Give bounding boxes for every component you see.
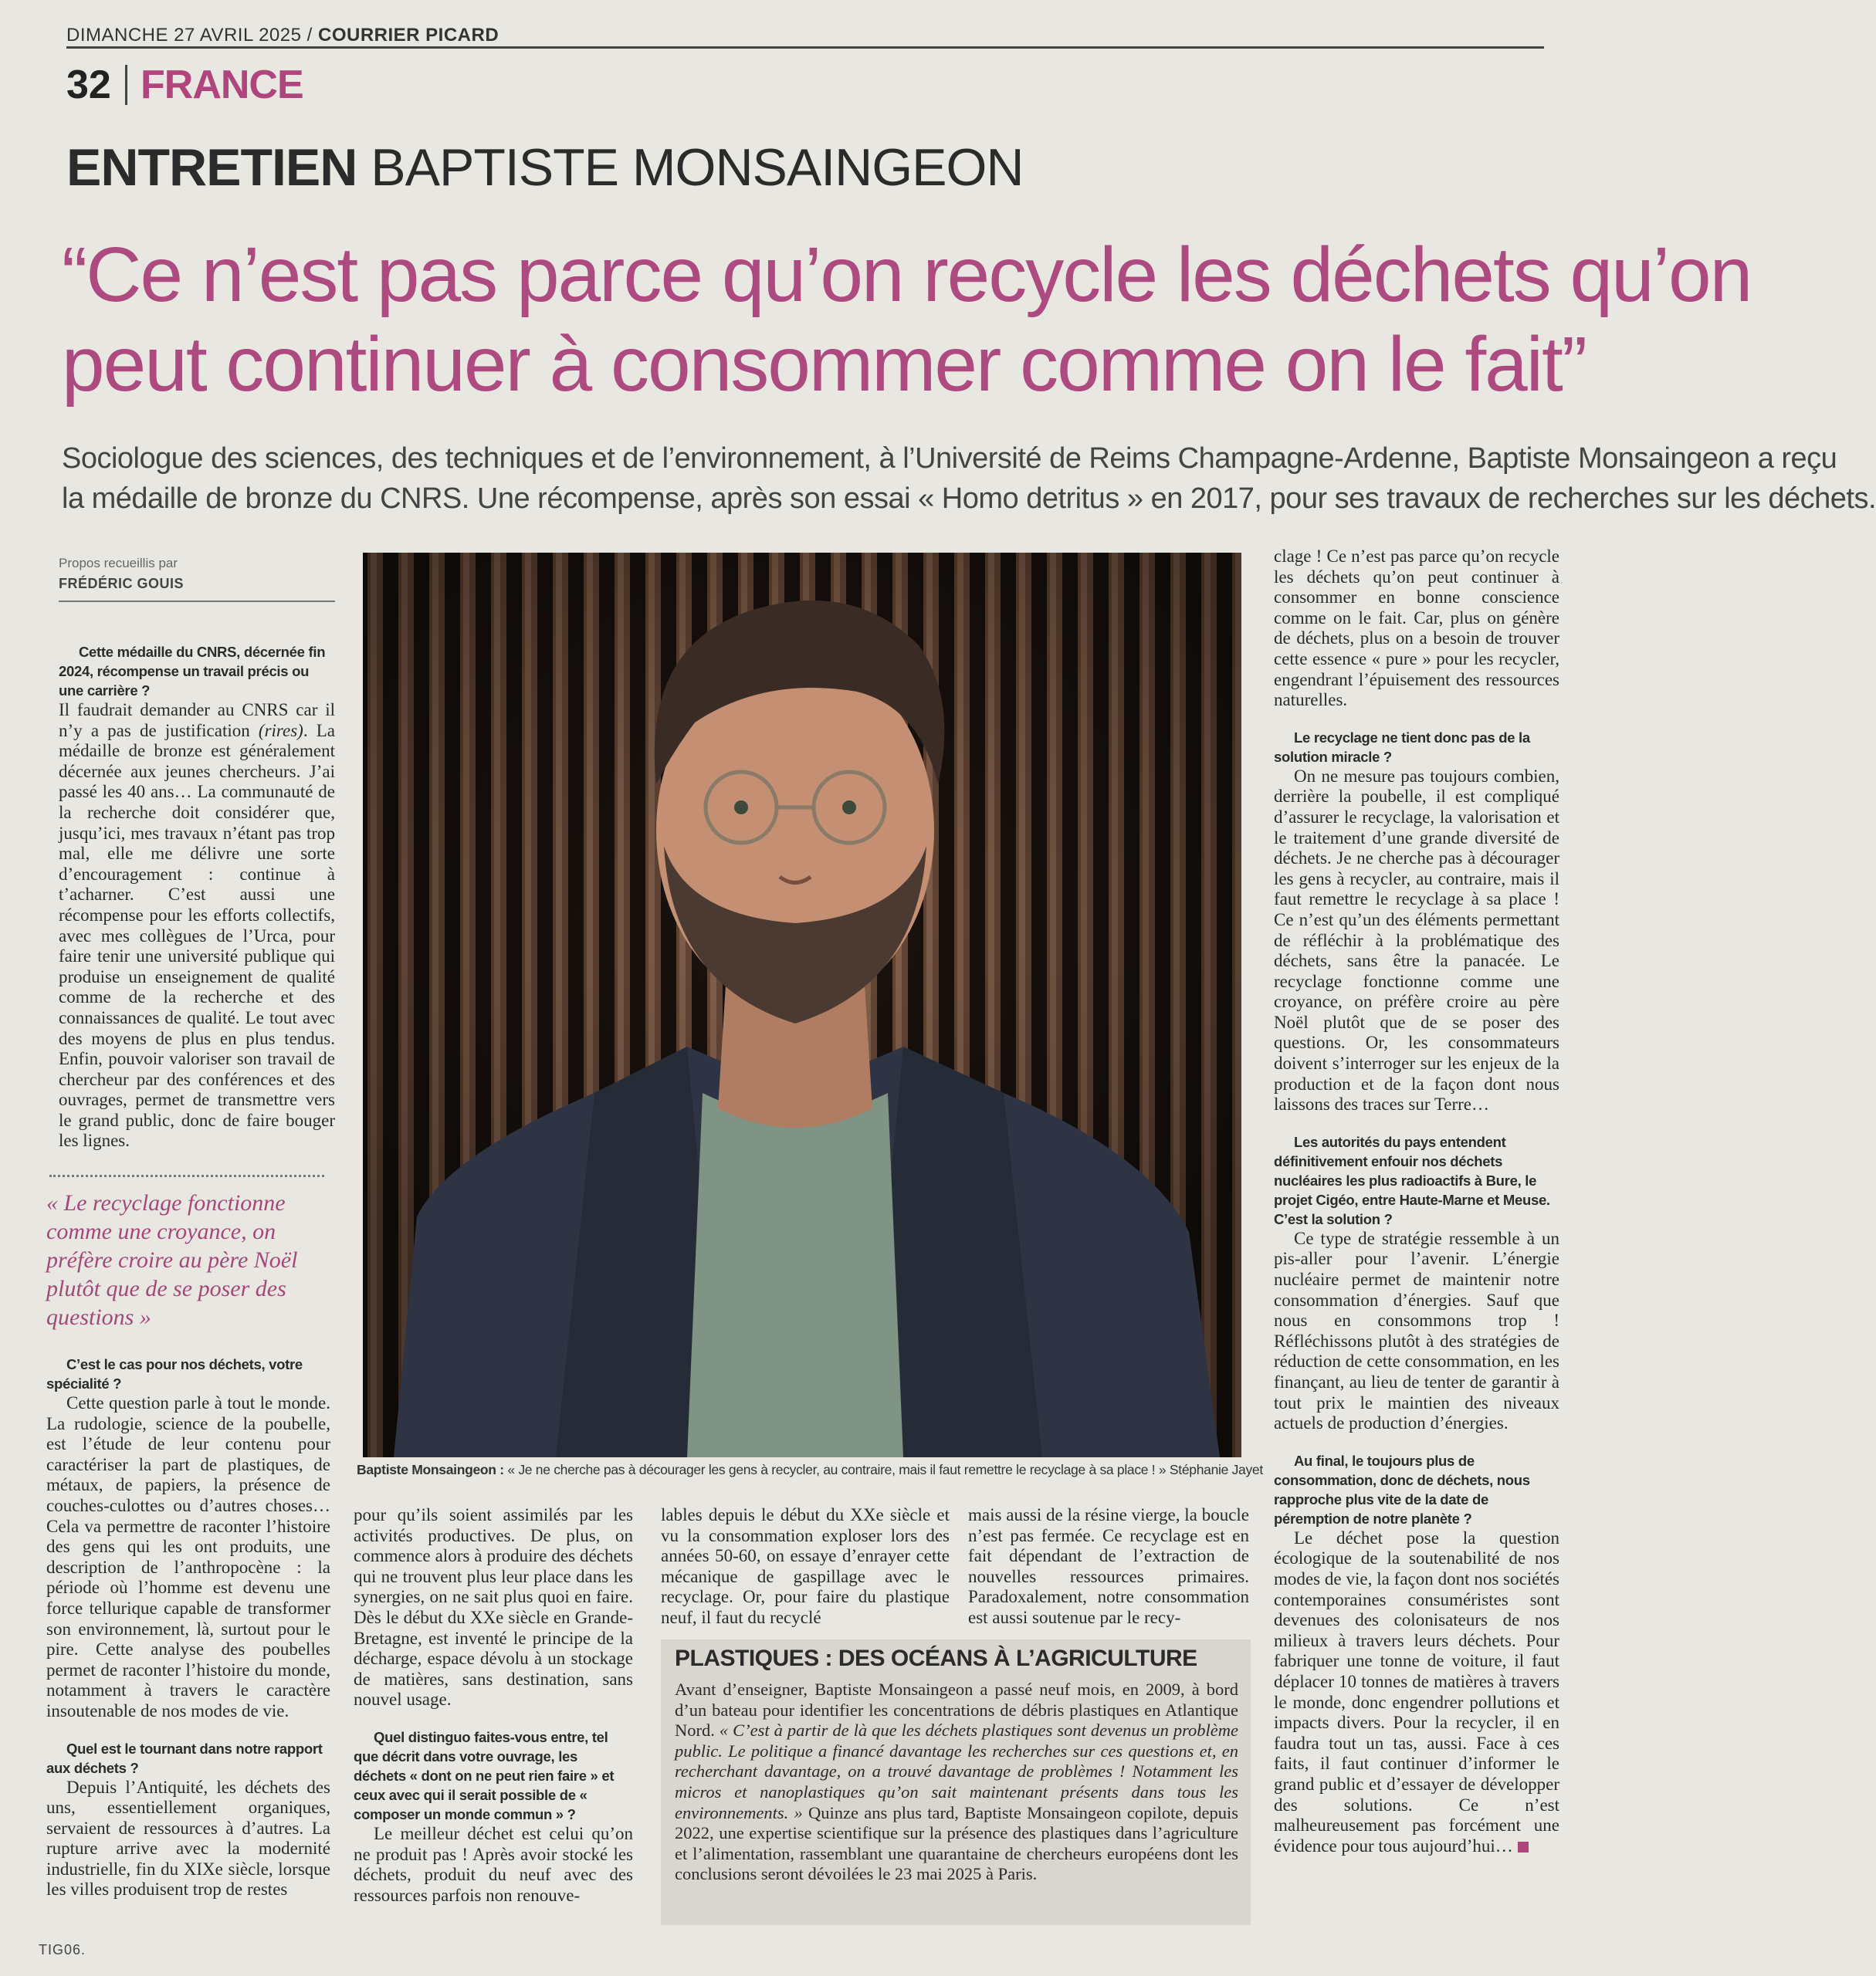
sidebar-box-body bbox=[675, 1680, 1238, 1885]
portrait-illustration bbox=[363, 553, 1241, 1457]
answer-1-aside: (rires) bbox=[258, 720, 303, 740]
sidebar-box-title: PLASTIQUES : DES OCÉANS À L’AGRICULTURE bbox=[675, 1646, 1197, 1671]
answer-5: On ne mesure pas toujours combien, derrière la poubelle, il est compliqué d’assurer le recyclage, la valorisation et le traitement d’une grande diversité de déchets. Je ne cherche pas à décourager les gens à recycler, au contraire, mais il faut remettre le recyclage à sa place ! Ce n’est qu’un des éléments permettant de réfléchir à la problématique des déchets, sans être la panacée. Le recyclage fonctionne comme une croyance, on préfère croire au père Noël plutôt que de se poser des questions. Or, les consommateurs doivent s’interroger sur les enjeux de la production et de la façon dont nous laissons des traces sur Terre… bbox=[1274, 766, 1559, 1115]
column-1-lower bbox=[46, 1355, 330, 1900]
pull-quote-rule bbox=[49, 1175, 324, 1177]
question-3: Quel est le tournant dans notre rapport aux déchets ? bbox=[46, 1740, 323, 1776]
answer-7-text: Le déchet pose la question écologique de la soutenabilité de nos modes de vie, la façon dont nos sociétés contemporaines consuméristes sont devenues des colonisateurs de nos milieux à travers leurs déchets. Pour fabriquer une tonne de voiture, il faut déplacer 10 tonnes de matières à travers le monde, donc engendrer pollutions et impacts divers. Pour la recycler, il en faudra tout un tas, aussi. Face à ces faits, il faut continuer d’informer le grand public et d’essayer de développer des solutions. Ce n’est malheureusement pas forcément une évidence pour tous aujourd’hui… bbox=[1274, 1528, 1559, 1856]
pull-quote: « Le recyclage fonctionne comme une croyance, on préfère croire au père Noël plutôt que de se poser des questions » bbox=[46, 1190, 298, 1330]
column-1 bbox=[59, 642, 335, 1152]
answer-3-continued: pour qu’ils soient assimilés par les activités productives. De plus, on commence alors à produire des déchets qui ne trouvent plus leur place dans les synergies, on ne sait plus quoi en faire. Dès le début du XXe siècle en Grande-Bretagne, est inventé le principe de la décharge, espace dévolu à un stockage de matières, sans destination, sans nouvel usage. bbox=[354, 1505, 633, 1710]
answer-2: Cette question parle à tout le monde. La rudologie, science de la poubelle, est l’étude de leur contenu pour caractériser la part de plastiques, de métaux, de papiers, la présence de couches-culottes ou d’autres choses… Cela va permettre de raconter l’histoire des gens qui les ont produits, une description de l’anthropocène : la période où l’homme est devenu une force tellurique capable de transformer son environnement, là, surtout pour le pire. Cette analyse des poubelles permet de raconter l’histoire du monde, notamment à travers le caractère insoutenable de nos modes de vie. bbox=[46, 1393, 330, 1721]
box-outro: Quinze ans plus tard, Baptiste Monsaingeon copilote, depuis 2022, une expertise scientifique sur la présence des plastiques dans l’agriculture et l’alimentation, rassemblant une quarantaine de chercheurs européens dont les conclusions seront dévoilées le 23 mai 2025 à Paris. bbox=[675, 1802, 1239, 1884]
question-2: C’est le cas pour nos déchets, votre spécialité ? bbox=[46, 1356, 303, 1392]
headline bbox=[62, 230, 1752, 409]
byline-prefix: Propos recueillis par bbox=[59, 556, 178, 570]
footer-code: TIG06. bbox=[39, 1942, 86, 1957]
page-number: 32 bbox=[66, 63, 111, 107]
kicker bbox=[66, 137, 1024, 198]
page-number-separator bbox=[125, 65, 127, 105]
box-intro: Avant d’enseigner, Baptiste Monsaingeon a passé neuf mois, en 2009, à bord d’un bateau pour identifier les concentrations de débris plastiques en Atlantique Nord. bbox=[675, 1680, 1238, 1741]
question-6: Les autorités du pays entendent définitivement enfouir nos déchets nucléaires les plus radioactifs à Bure, le projet Cigéo, entre Haute-Marne et Meuse. C’est la solution ? bbox=[1274, 1133, 1550, 1227]
answer-7 bbox=[1274, 1528, 1559, 1857]
top-rule bbox=[66, 46, 1544, 49]
lede-line-1: Sociologue des sciences, des techniques et de l’environnement, à l’Université de Reims Champagne-Ardenne, Baptiste Monsaingeon a reçu bbox=[62, 442, 1837, 475]
answer-4-continued-b: mais aussi de la résine vierge, la boucle n’est pas fermée. Ce recyclage est en fait dépendant de l’extraction de nouvelles ressources primaires. Paradoxalement, notre consommation est aussi soutenue par le recy- bbox=[968, 1505, 1249, 1627]
section-name: FRANCE bbox=[141, 63, 303, 107]
box-quote: « C’est à partir de là que les déchets plastiques sont devenus un problème public. Le politique a financé davantage les recherches sur ces questions et, en recherchant davantage, on a trouvé davantage de problèmes ! Notamment les micros et nanoplastiques qu’on sait maintenant présents dans tous les environnements. » bbox=[675, 1721, 1238, 1822]
date: DIMANCHE 27 AVRIL 2025 bbox=[66, 25, 302, 46]
kicker-name: BAPTISTE MONSAINGEON bbox=[371, 138, 1024, 197]
answer-1-text-a: Il faudrait demander au CNRS car il n’y a pas de justification bbox=[59, 700, 335, 740]
column-3 bbox=[661, 1505, 950, 1629]
end-mark-icon bbox=[1518, 1842, 1529, 1852]
answer-1 bbox=[59, 700, 335, 1152]
portrait-photo bbox=[363, 553, 1241, 1457]
question-4: Quel distinguo faites-vous entre, tel que décrit dans votre ouvrage, les déchets « dont on ne peut rien faire » et ceux avec qui il serait possible de « composer un monde commun » ? bbox=[354, 1728, 615, 1822]
answer-4-continued-a: lables depuis le début du XXe siècle et vu la consommation exploser lors des années 50-60, on essaye d’enrayer cette mécanique de gaspillage avec le recyclage. Or, pour faire du plastique neuf, il faut du recyclé bbox=[661, 1505, 950, 1627]
headline-line-2: peut continuer à consommer comme on le fait” bbox=[62, 321, 1586, 408]
kicker-label: ENTRETIEN bbox=[66, 138, 357, 197]
answer-1-text-b: . La médaille de bronze est généralement décernée aux jeunes chercheurs. J’ai passé les 40 ans… La communauté de la recherche doit considérer que, jusqu’ici, mes travaux n’étant pas trop mal, elle me délivre une sorte d’encouragement : continue à t’acharner. C’est aussi une récompense pour les efforts collectifs, avec mes collègues de l’Urca, pour faire tenir une université publique qui produise un enseignement de qualité comme de la recherche et des connaissances de qualité. Le tout avec des moyens de plus en plus tendus. Enfin, pouvoir valoriser son travail de chercheur par des conférences et des ouvrages, permet de transmettre vers le grand public, donc de faire bouger les lignes. bbox=[59, 720, 335, 1151]
column-2 bbox=[354, 1505, 633, 1906]
newspaper-name: COURRIER PICARD bbox=[317, 25, 499, 46]
photo-caption bbox=[357, 1462, 1263, 1478]
question-5: Le recyclage ne tient donc pas de la solution miracle ? bbox=[1274, 729, 1530, 765]
caption-quote: « Je ne cherche pas à décourager les gens à recycler, au contraire, mais il faut remettre le recyclage à sa place ! » bbox=[503, 1462, 1170, 1477]
question-1: Cette médaille du CNRS, décernée fin 2024, récompense un travail précis ou une carrière ? bbox=[59, 644, 326, 699]
headline-line-1: “Ce n’est pas parce qu’on recycle les déchets qu’on bbox=[62, 232, 1752, 318]
byline-author: FRÉDÉRIC GOUIS bbox=[59, 576, 185, 591]
photo-credit: Stéphanie Jayet bbox=[1169, 1462, 1263, 1477]
column-right bbox=[1274, 546, 1559, 1856]
column-4 bbox=[968, 1505, 1249, 1629]
caption-name: Baptiste Monsaingeon : bbox=[357, 1462, 504, 1477]
answer-4: Le meilleur déchet est celui qu’on ne produit pas ! Après avoir stocké les déchets, produit du neuf avec des ressources parfois non renouve- bbox=[354, 1823, 633, 1905]
lede-line-2: la médaille de bronze du CNRS. Une récompense, après son essai « Homo detritus » en 2017, pour ses travaux de recherches sur les déchets. bbox=[62, 482, 1876, 515]
lede bbox=[62, 438, 1876, 519]
answer-6: Ce type de stratégie ressemble à un pis-aller pour l’avenir. L’énergie nucléaire permet de maintenir notre consommation d’énergies. Sauf que nous en consommons trop ! Réfléchissons plutôt à des stratégies de réduction de cette consommation, en les finançant, au lieu de tenter de garantir à tout prix le maintien des niveaux actuels de production d’énergies. bbox=[1274, 1228, 1559, 1433]
dateline: DIMANCHE 27 AVRIL 2025 / COURRIER PICARD bbox=[66, 25, 499, 46]
answer-3: Depuis l’Antiquité, les déchets des uns, essentiellement organiques, servaient de ressources à d’autres. La rupture arrive avec la modernité industrielle, fin du XIXe siècle, lorsque les villes produisent trop de restes bbox=[46, 1777, 330, 1900]
byline-rule bbox=[59, 601, 335, 602]
answer-4-continued-c: clage ! Ce n’est pas parce qu’on recycle les déchets qu’on peut continuer à consommer en bonne conscience comme on le fait. Car, plus on génère de déchets, plus on a besoin de trouver cette essence « pure » pour les recycler, engendrant l’épuisement des ressources naturelles. bbox=[1274, 546, 1559, 710]
question-7: Au final, le toujours plus de consommation, donc de déchets, nous rapproche plus vite de la date de péremption de notre planète ? bbox=[1274, 1452, 1530, 1527]
